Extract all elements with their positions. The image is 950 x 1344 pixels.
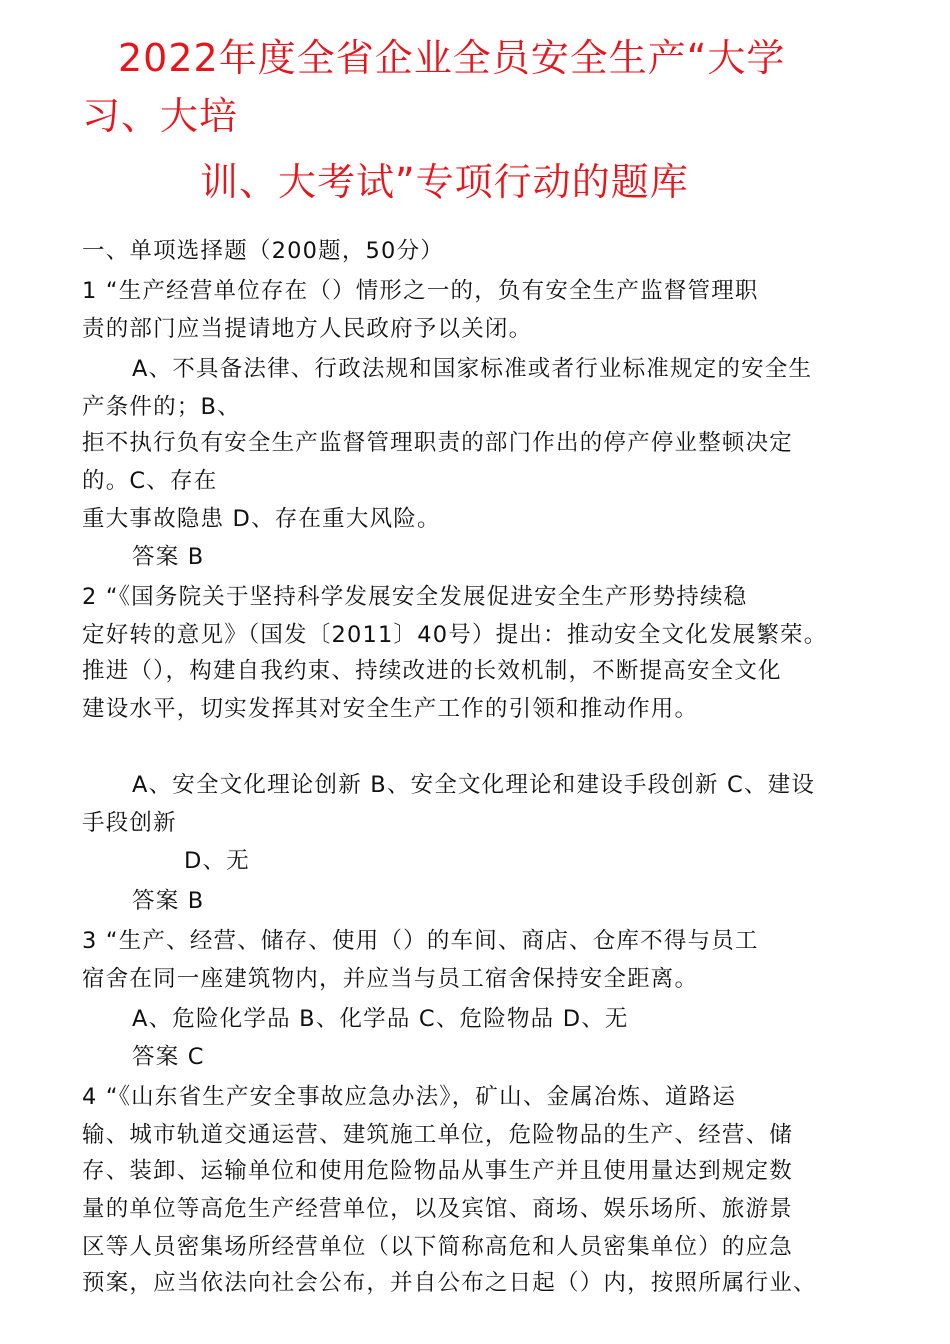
question-4-line-3: 存、装卸、运输单位和使用危险物品从事生产并且使用量达到规定数 (82, 1158, 794, 1184)
question-1-option-line-2: 产条件的；B、 (82, 394, 241, 420)
question-2-line-3: 推进（），构建自我约束、持续改进的长效机制，不断提高安全文化 (82, 658, 782, 684)
question-2-option-line-2: 手段创新 (82, 810, 177, 836)
question-1-line-2: 责的部门应当提请地方人民政府予以关闭。 (82, 316, 533, 342)
question-3-options: A、危险化学品 B、化学品 C、危险物品 D、无 (132, 1006, 629, 1032)
question-1-option-line-1: A、不具备法律、行政法规和国家标准或者行业标准规定的安全生 (132, 356, 813, 382)
question-1-option-line-4: 的。C、存在 (82, 468, 218, 494)
question-3-line-1: 3 “生产、经营、储存、使用（）的车间、商店、仓库不得与员工 (82, 928, 759, 954)
question-1-line-1: 1 “生产经营单位存在（）情形之一的，负有安全生产监督管理职 (82, 278, 759, 304)
question-4-line-6: 预案，应当依法向社会公布，并自公布之日起（）内，按照所属行业、 (82, 1270, 817, 1296)
question-1-answer: 答案 B (132, 544, 205, 570)
question-2-line-1: 2 “《国务院关于坚持科学发展安全发展促进安全生产形势持续稳 (82, 584, 748, 610)
document-title-line-1: 2022年度全省企业全员安全生产“大学 (118, 36, 786, 80)
question-3-line-2: 宿舍在同一座建筑物内，并应当与员工宿舍保持安全距离。 (82, 966, 699, 992)
question-1-option-line-3: 拒不执行负有安全生产监督管理职责的部门作出的停产停业整顿决定 (82, 430, 794, 456)
question-2-option-line-1: A、安全文化理论创新 B、安全文化理论和建设手段创新 C、建设 (132, 772, 816, 798)
question-3-answer: 答案 C (132, 1044, 205, 1070)
question-4-line-1: 4 “《山东省生产安全事故应急办法》，矿山、金属冶炼、道路运 (82, 1084, 737, 1110)
question-2-line-4: 建设水平，切实发挥其对安全生产工作的引领和推动作用。 (82, 696, 699, 722)
question-4-line-2: 输、城市轨道交通运营、建筑施工单位，危险物品的生产、经营、储 (82, 1122, 794, 1148)
question-1-option-line-5: 重大事故隐患 D、存在重大风险。 (82, 506, 441, 532)
question-4-line-4: 量的单位等高危生产经营单位，以及宾馆、商场、娱乐场所、旅游景 (82, 1196, 794, 1222)
question-2-answer: 答案 B (132, 888, 205, 914)
document-title-line-3: 训、大考试”专项行动的题库 (200, 160, 689, 204)
section-heading: 一、单项选择题（200题，50分） (82, 238, 444, 264)
question-2-line-2: 定好转的意见》（国发〔2011〕40号）提出：推动安全文化发展繁荣。 (82, 622, 828, 648)
question-2-option-d: D、无 (184, 848, 250, 874)
question-4-line-5: 区等人员密集场所经营单位（以下简称高危和人员密集单位）的应急 (82, 1234, 794, 1260)
document-title-line-2: 习、大培 (82, 94, 239, 138)
